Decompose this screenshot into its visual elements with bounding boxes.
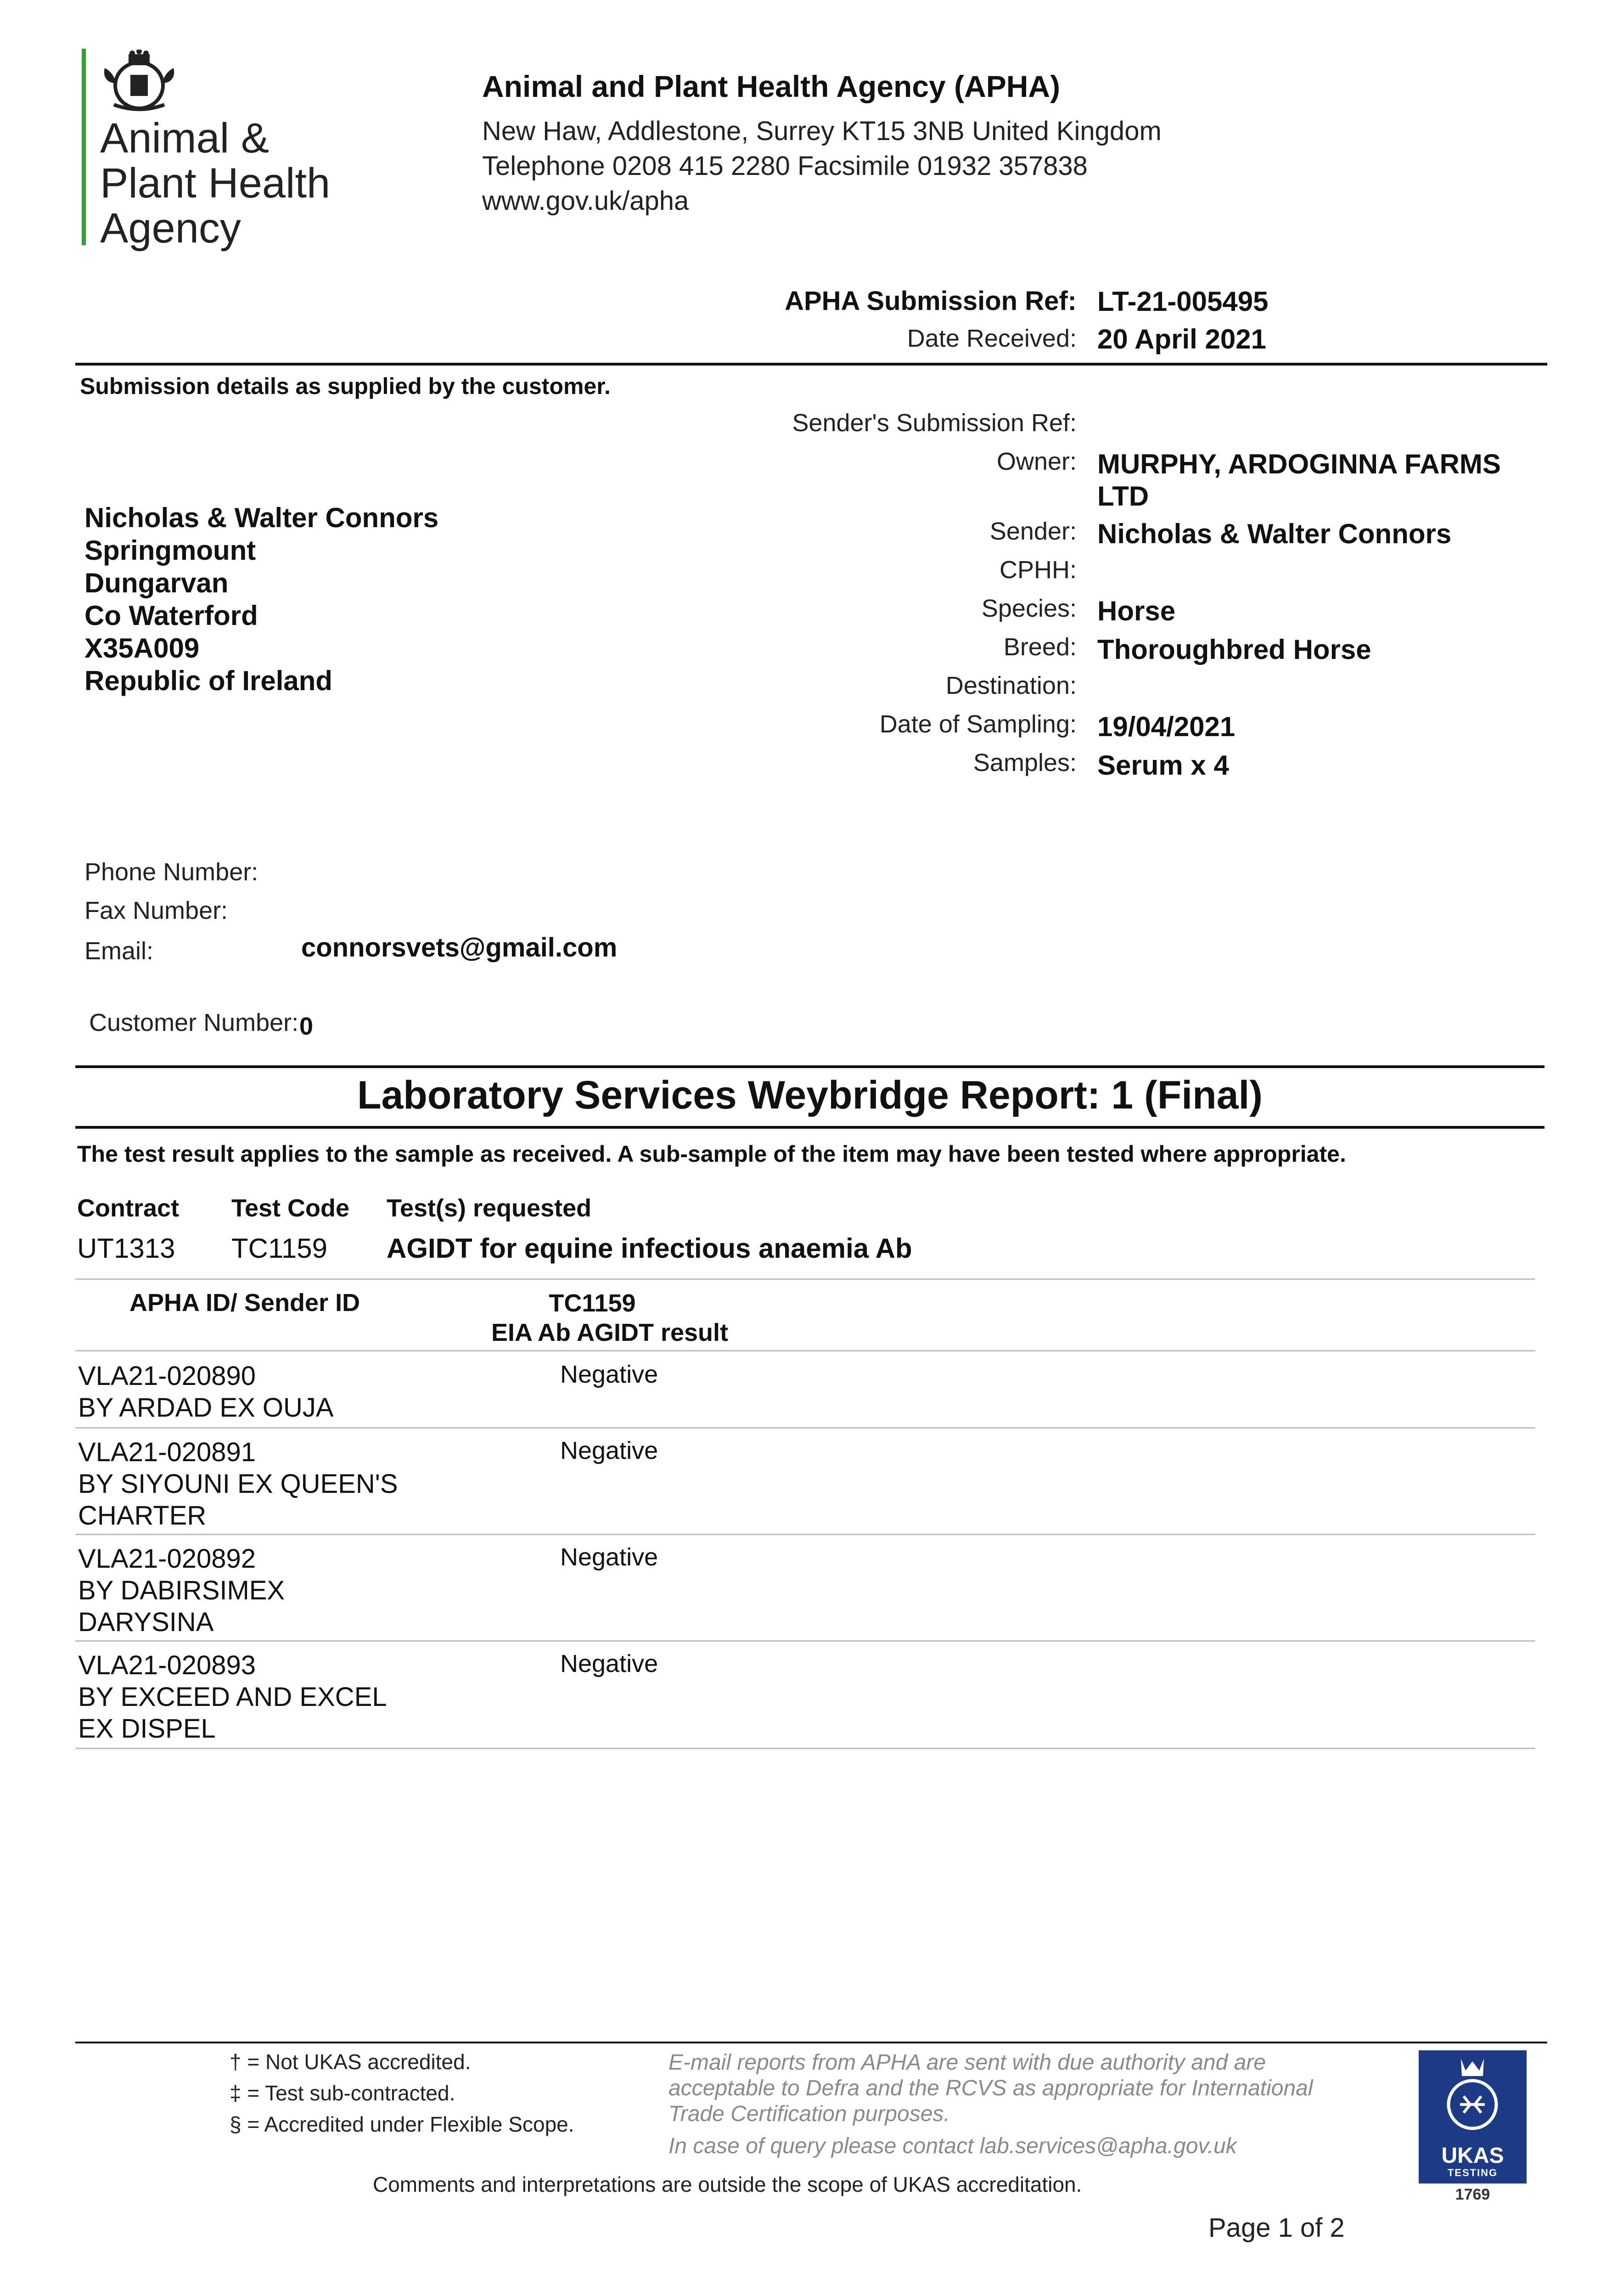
tests-requested-header: Test(s) requested xyxy=(387,1194,592,1222)
species-value: Horse xyxy=(1097,596,1176,626)
samples-value: Serum x 4 xyxy=(1097,750,1229,781)
customer-number-value: 0 xyxy=(299,1013,314,1040)
date-received-label: Date Received: xyxy=(907,325,1077,352)
ukas-sub: TESTING xyxy=(1447,2167,1498,2178)
owner-value-line: MURPHY, ARDOGINNA FARMS xyxy=(1097,449,1501,479)
sender-id: BY ARDAD EX OUJA xyxy=(78,1393,334,1423)
breed-value: Thoroughbred Horse xyxy=(1097,634,1371,665)
report-bottom-rule xyxy=(75,1126,1544,1129)
crest-icon xyxy=(100,50,178,114)
samples-label: Samples: xyxy=(973,749,1077,777)
legend-item: † = Not UKAS accredited. xyxy=(230,2050,471,2074)
sample-id-cell xyxy=(78,1649,427,1745)
result-cell: Negative xyxy=(560,1543,658,1571)
ukas-crown-icon xyxy=(1419,2050,1527,2142)
org-phone-fax: Telephone 0208 415 2280 Facsimile 01932 357838 xyxy=(482,151,1088,181)
table-rule xyxy=(75,1748,1535,1749)
result-cell: Negative xyxy=(560,1361,658,1388)
address-line: Republic of Ireland xyxy=(84,665,333,696)
customer-number-label: Customer Number: xyxy=(89,1009,299,1036)
address-line: Dungarvan xyxy=(84,568,229,598)
sample-id-cell xyxy=(78,1436,455,1531)
accreditation-legend xyxy=(230,2046,574,2140)
org-address: New Haw, Addlestone, Surrey KT15 3NB United Kingdom xyxy=(482,116,1162,146)
submission-ref-label: APHA Submission Ref: xyxy=(785,286,1077,316)
report-disclaimer: The test result applies to the sample as received. A sub-sample of the item may have been tested where appropriate. xyxy=(77,1141,1346,1167)
sender-value: Nicholas & Walter Connors xyxy=(1097,518,1452,549)
ukas-label: UKAS xyxy=(1441,2144,1504,2168)
email-report-note: E-mail reports from APHA are sent with due authority and are acceptable to Defra and the RCVS as appropriate for International Trade Certification purposes. xyxy=(668,2050,1313,2126)
test-requested-value: AGIDT for equine infectious anaemia Ab xyxy=(387,1233,912,1264)
apha-id: VLA21-020890 xyxy=(78,1361,256,1391)
org-name: Animal and Plant Health Agency (APHA) xyxy=(482,69,1061,103)
date-received-value: 20 April 2021 xyxy=(1097,324,1266,355)
destination-label: Destination: xyxy=(945,672,1077,699)
email-label: Email: xyxy=(84,937,154,965)
table-rule xyxy=(75,1534,1535,1535)
query-contact-note[interactable]: In case of query please contact lab.services@apha.gov.uk xyxy=(668,2134,1237,2158)
cphh-label: CPHH: xyxy=(999,556,1077,584)
sender-id: BY EXCEED AND EXCEL EX DISPEL xyxy=(78,1682,386,1744)
customer-address xyxy=(84,501,438,697)
results-col2-header-line: TC1159 xyxy=(549,1289,636,1317)
section-heading: Submission details as supplied by the customer. xyxy=(80,373,611,399)
org-website[interactable]: www.gov.uk/apha xyxy=(482,186,689,216)
submission-ref-value: LT-21-005495 xyxy=(1097,286,1269,317)
fax-number-label: Fax Number: xyxy=(84,897,228,924)
senders-ref-label: Sender's Submission Ref: xyxy=(792,409,1077,437)
logo-bar xyxy=(82,49,86,245)
contract-value: UT1313 xyxy=(77,1233,175,1264)
owner-label: Owner: xyxy=(996,448,1077,475)
sender-id: BY DABIRSIMEX DARYSINA xyxy=(78,1576,285,1637)
address-line: X35A009 xyxy=(84,633,200,664)
address-line: Springmount xyxy=(84,535,256,566)
table-rule xyxy=(75,1427,1535,1429)
test-code-value: TC1159 xyxy=(231,1233,328,1264)
date-of-sampling-label: Date of Sampling: xyxy=(879,710,1077,738)
species-label: Species: xyxy=(981,595,1077,622)
ukas-logo xyxy=(1419,2050,1527,2183)
results-col2-header xyxy=(491,1289,729,1347)
address-line: Co Waterford xyxy=(84,600,258,631)
footer-rule xyxy=(75,2042,1547,2043)
report-title: Laboratory Services Weybridge Report: 1 (Final) xyxy=(357,1073,1263,1117)
sample-id-cell xyxy=(78,1360,491,1424)
test-code-header: Test Code xyxy=(231,1194,350,1222)
logo-line: Agency xyxy=(100,205,241,252)
table-rule xyxy=(75,1640,1535,1642)
logo-line: Animal & xyxy=(100,115,270,162)
result-cell: Negative xyxy=(560,1437,658,1464)
contract-header: Contract xyxy=(77,1194,180,1222)
email-value[interactable]: connorsvets@gmail.com xyxy=(301,933,618,962)
header-divider xyxy=(75,363,1547,366)
ukas-scope-note: Comments and interpretations are outside the scope of UKAS accreditation. xyxy=(373,2172,1082,2196)
sender-label: Sender: xyxy=(989,518,1077,545)
address-line: Nicholas & Walter Connors xyxy=(84,502,439,533)
date-of-sampling-value: 19/04/2021 xyxy=(1097,711,1236,742)
page-number: Page 1 of 2 xyxy=(1208,2213,1345,2243)
apha-id: VLA21-020893 xyxy=(78,1650,256,1680)
owner-value-line: LTD xyxy=(1097,481,1149,512)
logo-line: Plant Health xyxy=(100,160,331,207)
owner-value xyxy=(1097,448,1501,512)
legend-item: § = Accredited under Flexible Scope. xyxy=(230,2112,574,2136)
result-cell: Negative xyxy=(560,1650,658,1677)
org-contact-block xyxy=(482,114,1162,219)
table-rule xyxy=(75,1278,1535,1280)
results-col1-header: APHA ID/ Sender ID xyxy=(129,1289,360,1317)
sender-id: BY SIYOUNI EX QUEEN'S CHARTER xyxy=(78,1469,398,1531)
results-col2-header-line: EIA Ab AGIDT result xyxy=(491,1319,729,1346)
phone-number-label: Phone Number: xyxy=(84,858,258,886)
logo-wordmark xyxy=(100,116,330,251)
apha-id: VLA21-020892 xyxy=(78,1544,256,1574)
table-rule xyxy=(75,1350,1535,1351)
ukas-number: 1769 xyxy=(1455,2186,1490,2203)
legend-item: ‡ = Test sub-contracted. xyxy=(230,2081,455,2105)
sample-id-cell xyxy=(78,1543,354,1638)
apha-id: VLA21-020891 xyxy=(78,1437,256,1467)
breed-label: Breed: xyxy=(1003,633,1077,661)
report-top-rule xyxy=(75,1065,1544,1068)
